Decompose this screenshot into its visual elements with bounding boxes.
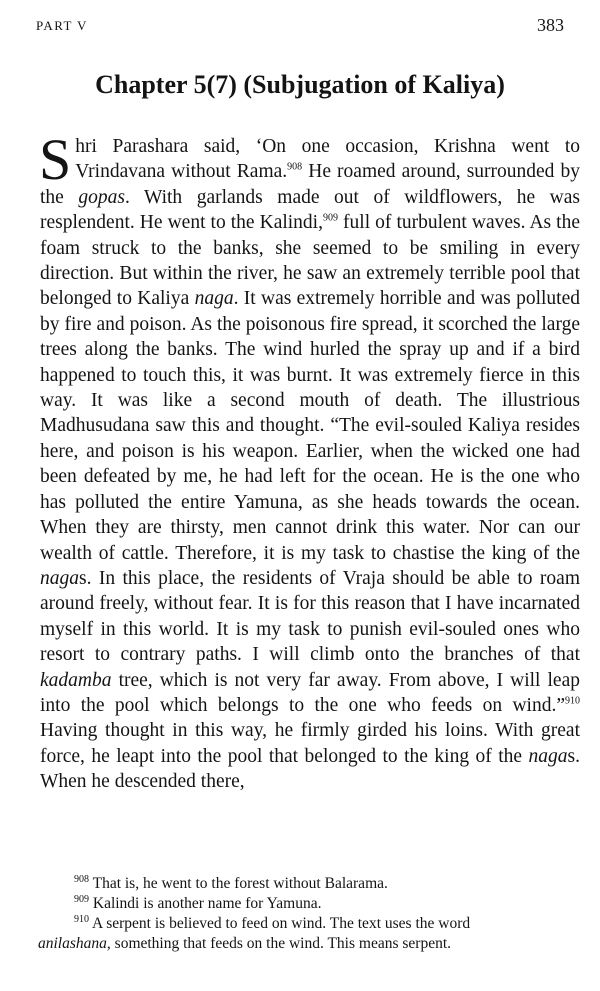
body-text-run: tree, which is not very far away. From above, I will leap into the pool which belongs to the one who feeds on wind.”	[40, 669, 580, 716]
drop-cap: S	[39, 127, 72, 192]
italic-term: anilashana	[38, 935, 107, 952]
footnote	[38, 874, 558, 894]
body-text-run: He roamed around, surrounded by the	[40, 161, 580, 208]
body-text-run: full of turbulent waves. As the foam struck to the banks, she seemed to be smiling in every direction. But within the river, he saw an extremely terrible pool that belonged to Kaliya	[40, 212, 580, 310]
footnote-marker: 909	[322, 212, 338, 224]
footnote-text: A serpent is believed to feed on wind. The text uses the word	[89, 915, 471, 932]
body-text-run: Having thought in this way, he firmly girded his loins. With great force, he leapt into the pool that belonged to the king of the	[40, 720, 580, 767]
footnote-text: That is, he went to the forest without Balarama.	[89, 875, 388, 892]
chapter-title: Chapter 5(7) (Subjugation of Kaliya)	[95, 70, 505, 99]
italic-term: naga	[40, 567, 79, 589]
footnote	[38, 894, 558, 914]
footnote-number: 910	[74, 913, 89, 925]
footnote-marker: 910	[565, 695, 580, 707]
footnote-number: 909	[74, 893, 89, 905]
body-text-run: s. When he descended there,	[40, 745, 580, 793]
part-label: PART V	[36, 18, 88, 33]
page-number: 383	[537, 15, 564, 35]
footnote-text: , something that feeds on the wind. This means serpent.	[106, 935, 452, 952]
body-text-run: . With garlands made out of wildflowers, he was resplendent. He went to the Kalindi,	[40, 186, 580, 234]
footnote-marker: 908	[287, 161, 303, 173]
body-text-run: . It was extremely horrible and was polluted by fire and poison. As the poisonous fire spread, it scorched the large trees along the banks. The wind hurled the spray up and if a bird happened to touch this, it was burnt. It was extremely fierce in this way. It was like a second mouth of death. The illustrious Madhusudana saw this and thought. “The evil-souled Kaliya resides here, and poison is his weapon. Earlier, when the wicked one had been defeated by me, he had left for the ocean. He is the one who has polluted the entire Yamuna, as she heads towards the ocean. When they are thirsty, men cannot drink this water. Nor can our wealth of cattle. Therefore, it is my task to chastise the king of the	[40, 288, 580, 564]
footnotes	[38, 874, 558, 954]
footnote	[38, 914, 558, 934]
italic-term: kadamba	[40, 669, 112, 691]
italic-term: naga	[528, 745, 568, 767]
footnote-text: Kalindi is another name for Yamuna.	[89, 895, 322, 912]
body-text-run: hri Parashara said, ‘On one occasion, Krishna went to Vrindavana without Rama.	[75, 136, 580, 183]
body-text-run: s. In this place, the residents of Vraja should be able to roam around freely, without fear. It is for this reason that I have incarnated myself in this world. It is my task to punish evil-souled ones who resort to contrary paths. I will climb onto the branches of that	[40, 567, 580, 666]
chapter-body-text	[39, 127, 580, 795]
footnote-continuation	[38, 934, 558, 954]
running-head	[36, 16, 564, 40]
footnote-number: 908	[74, 873, 89, 885]
italic-term: naga	[194, 288, 234, 310]
italic-term: gopas	[78, 186, 125, 208]
